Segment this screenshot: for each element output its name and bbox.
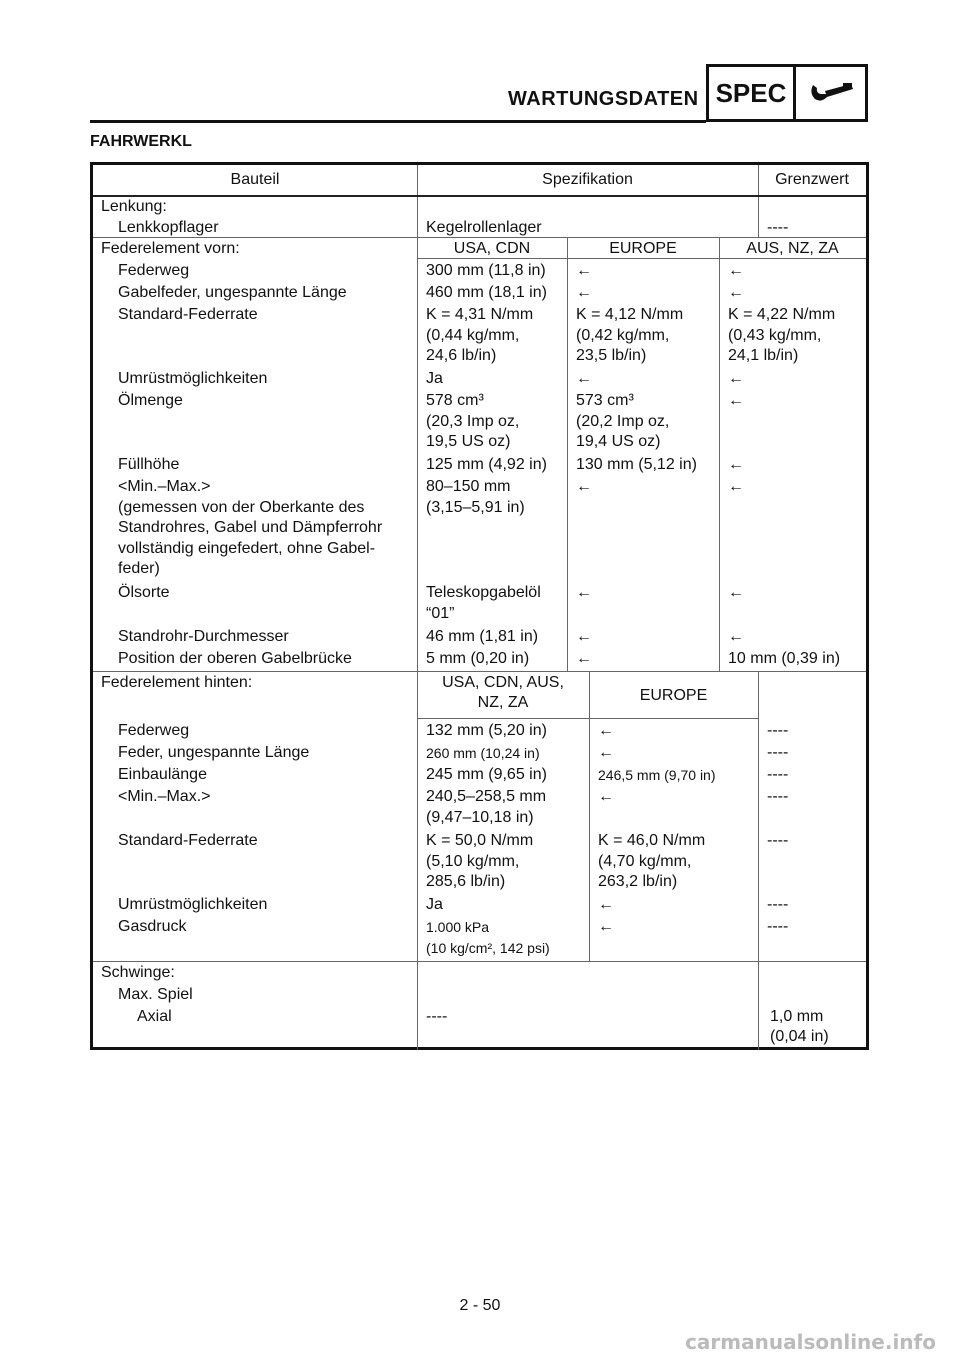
- page-number: 2 - 50: [459, 1297, 501, 1314]
- front-row-9-label-line-0: Position der oberen Gabelbrücke: [118, 650, 352, 667]
- rear-row-2-europe-line-0: 246,5 mm (9,70 in): [598, 767, 716, 783]
- rear-row-6-usa-aus-line-0: 1.000 kPa: [426, 919, 490, 935]
- front-row-9-usa-cdn-line-0: 5 mm (0,20 in): [426, 650, 530, 667]
- front-row-6-label-line-4: feder): [118, 560, 160, 577]
- rear-row-4-limit-line-0: ----: [767, 832, 789, 849]
- front-row-7-aus-nz-za-line-0: ←: [728, 584, 744, 601]
- front-row-4-usa-cdn-line-1: (20,3 Imp oz,: [426, 412, 520, 430]
- rear-market-usa-line2: NZ, ZA: [477, 694, 529, 711]
- front-row-6-label-line-0: <Min.–Max.>: [118, 478, 211, 495]
- swingarm-limit-line2: (0,04 in): [770, 1028, 829, 1045]
- page-header-title: WARTUNGSDATEN: [508, 88, 699, 110]
- front-row-2-europe-line-2: 23,5 lb/in): [576, 347, 647, 364]
- grid-vline-rear-limit: [758, 671, 759, 1050]
- section-title: FAHRWERKL: [90, 133, 192, 150]
- rear-row-1-label-line-0: Feder, ungespannte Länge: [118, 744, 310, 761]
- swingarm-label: Schwinge:: [101, 964, 175, 981]
- rear-row-6-europe-line-0: ←: [598, 918, 614, 935]
- front-row-0-aus-nz-za-line-0: ←: [728, 262, 744, 279]
- rear-row-4-label-line-0: Standard-Federrate: [118, 832, 258, 849]
- rear-row-6-limit-line-0: ----: [767, 918, 789, 935]
- rear-row-4-europe-line-1: (4,70 kg/mm,: [598, 852, 692, 870]
- grid-hline-rear-markets: [417, 718, 758, 719]
- rear-row-1-europe-line-0: ←: [598, 744, 614, 761]
- grid-hline-header: [93, 195, 866, 197]
- grid-hline-swingarm: [93, 961, 866, 962]
- front-row-4-europe-line-2: 19,4 US oz): [576, 433, 661, 450]
- rear-row-5-label-line-0: Umrüstmöglichkeiten: [118, 896, 268, 913]
- front-row-6-label-line-1: (gemessen von der Oberkante des: [118, 498, 365, 516]
- front-row-8-label-line-0: Standrohr-Durchmesser: [118, 628, 289, 645]
- front-row-2-aus-nz-za-line-0: K = 4,22 N/mm: [728, 306, 836, 323]
- front-row-3-europe-line-0: ←: [576, 370, 592, 387]
- steering-bearing-value: Kegelrollenlager: [426, 219, 542, 236]
- swingarm-axial-label: Axial: [137, 1008, 172, 1025]
- front-row-5-aus-nz-za-line-0: ←: [728, 456, 744, 473]
- front-row-8-usa-cdn-line-0: 46 mm (1,81 in): [426, 628, 539, 645]
- swingarm-play-label: Max. Spiel: [118, 986, 193, 1003]
- swingarm-limit-line1: 1,0 mm: [770, 1008, 824, 1025]
- front-row-7-usa-cdn-line-0: Teleskopgabelöl: [426, 584, 541, 601]
- front-row-6-label-line-2: Standrohres, Gabel und Dämpferrohr: [118, 519, 383, 536]
- rear-row-6-usa-aus-line-1: (10 kg/cm², 142 psi): [426, 939, 550, 956]
- rear-row-3-usa-aus-line-1: (9,47–10,18 in): [426, 808, 534, 826]
- front-row-7-usa-cdn-line-1: “01”: [426, 604, 455, 622]
- header-rule: [90, 120, 706, 123]
- front-row-2-europe-line-0: K = 4,12 N/mm: [576, 306, 684, 323]
- front-row-0-label-line-0: Federweg: [118, 262, 190, 279]
- swingarm-axial-value: ----: [426, 1008, 448, 1025]
- front-row-2-usa-cdn-line-0: K = 4,31 N/mm: [426, 306, 534, 323]
- front-row-7-label-line-0: Ölsorte: [118, 584, 170, 601]
- front-row-2-usa-cdn-line-2: 24,6 lb/in): [426, 347, 497, 364]
- front-row-1-usa-cdn-line-0: 460 mm (18,1 in): [426, 284, 547, 301]
- grid-vline-front-1: [567, 237, 568, 671]
- col-header-spec: Spezifikation: [542, 171, 633, 188]
- steering-limit: ----: [767, 219, 789, 236]
- front-row-9-europe-line-0: ←: [576, 650, 592, 667]
- front-row-4-europe-line-1: (20,2 Imp oz,: [576, 412, 670, 430]
- front-row-1-aus-nz-za-line-0: ←: [728, 284, 744, 301]
- front-row-3-label-line-0: Umrüstmöglichkeiten: [118, 370, 268, 387]
- front-row-6-aus-nz-za-line-0: ←: [728, 478, 744, 495]
- front-row-6-label-line-3: vollständig eingefedert, ohne Gabel-: [118, 539, 376, 557]
- rear-row-3-usa-aus-line-0: 240,5–258,5 mm: [426, 788, 547, 805]
- front-row-8-europe-line-0: ←: [576, 628, 592, 645]
- grid-vline-front-2: [719, 237, 720, 671]
- front-row-3-usa-cdn-line-0: Ja: [426, 370, 443, 387]
- rear-row-4-europe-line-0: K = 46,0 N/mm: [598, 832, 706, 849]
- front-row-4-usa-cdn-line-0: 578 cm³: [426, 392, 484, 409]
- front-suspension-label: Federelement vorn:: [101, 240, 240, 257]
- rear-row-3-label-line-0: <Min.–Max.>: [118, 788, 211, 805]
- rear-row-0-europe-line-0: ←: [598, 722, 614, 739]
- front-row-4-aus-nz-za-line-0: ←: [728, 392, 744, 409]
- front-row-1-europe-line-0: ←: [576, 284, 592, 301]
- spec-badge-label: SPEC: [709, 67, 796, 119]
- rear-row-0-limit-line-0: ----: [767, 722, 789, 739]
- steering-bearing-label: Lenkkopflager: [118, 219, 219, 236]
- steering-label: Lenkung:: [101, 198, 167, 215]
- rear-row-0-usa-aus-line-0: 132 mm (5,20 in): [426, 722, 547, 739]
- front-market-usa-cdn: USA, CDN: [453, 240, 531, 257]
- front-row-2-label-line-0: Standard-Federrate: [118, 306, 258, 323]
- front-market-europe: EUROPE: [609, 240, 677, 257]
- front-row-1-label-line-0: Gabelfeder, ungespannte Länge: [118, 284, 347, 301]
- front-row-6-europe-line-0: ←: [576, 478, 592, 495]
- front-row-2-usa-cdn-line-1: (0,44 kg/mm,: [426, 326, 520, 344]
- rear-row-1-limit-line-0: ----: [767, 744, 789, 761]
- front-row-2-aus-nz-za-line-2: 24,1 lb/in): [728, 347, 799, 364]
- front-row-2-aus-nz-za-line-1: (0,43 kg/mm,: [728, 326, 822, 344]
- rear-row-2-limit-line-0: ----: [767, 766, 789, 783]
- front-row-0-europe-line-0: ←: [576, 262, 592, 279]
- front-row-9-aus-nz-za-line-0: 10 mm (0,39 in): [728, 650, 841, 667]
- grid-vline-rear-1: [589, 671, 590, 961]
- rear-row-3-europe-line-0: ←: [598, 788, 614, 805]
- front-row-3-aus-nz-za-line-0: ←: [728, 370, 744, 387]
- rear-row-2-usa-aus-line-0: 245 mm (9,65 in): [426, 766, 547, 783]
- front-row-6-usa-cdn-line-1: (3,15–5,91 in): [426, 498, 525, 516]
- front-row-4-europe-line-0: 573 cm³: [576, 392, 634, 409]
- watermark: carmanualsonline.info: [685, 1330, 936, 1354]
- grid-vline-part: [417, 165, 418, 1050]
- rear-row-4-usa-aus-line-1: (5,10 kg/mm,: [426, 852, 520, 870]
- spec-badge: [706, 64, 868, 122]
- front-row-5-europe-line-0: 130 mm (5,12 in): [576, 456, 697, 473]
- col-header-limit: Grenzwert: [775, 171, 849, 188]
- wrench-icon-graphic: [805, 79, 857, 107]
- rear-row-4-usa-aus-line-2: 285,6 lb/in): [426, 873, 506, 890]
- rear-market-usa-line1: USA, CDN, AUS,: [442, 674, 564, 691]
- rear-row-4-europe-line-2: 263,2 lb/in): [598, 873, 678, 890]
- front-row-6-usa-cdn-line-0: 80–150 mm: [426, 478, 511, 495]
- rear-row-2-label-line-0: Einbaulänge: [118, 766, 207, 783]
- front-row-5-usa-cdn-line-0: 125 mm (4,92 in): [426, 456, 547, 473]
- rear-row-1-usa-aus-line-0: 260 mm (10,24 in): [426, 745, 540, 761]
- rear-row-5-limit-line-0: ----: [767, 896, 789, 913]
- rear-market-europe: EUROPE: [639, 687, 708, 704]
- front-row-2-europe-line-1: (0,42 kg/mm,: [576, 326, 670, 344]
- rear-suspension-label: Federelement hinten:: [101, 674, 253, 691]
- rear-row-4-usa-aus-line-0: K = 50,0 N/mm: [426, 832, 534, 849]
- wrench-icon: [796, 67, 865, 119]
- rear-row-0-label-line-0: Federweg: [118, 722, 190, 739]
- rear-row-6-label-line-0: Gasdruck: [118, 918, 187, 935]
- grid-hline-rear: [93, 671, 866, 672]
- rear-row-5-usa-aus-line-0: Ja: [426, 896, 443, 913]
- front-market-aus-nz-za: AUS, NZ, ZA: [746, 240, 839, 257]
- spec-table: [90, 162, 869, 1050]
- front-row-5-label-line-0: Füllhöhe: [118, 456, 180, 473]
- rear-row-5-europe-line-0: ←: [598, 896, 614, 913]
- front-row-7-europe-line-0: ←: [576, 584, 592, 601]
- col-header-part: Bauteil: [230, 171, 280, 188]
- rear-row-3-limit-line-0: ----: [767, 788, 789, 805]
- front-row-0-usa-cdn-line-0: 300 mm (11,8 in): [426, 262, 546, 279]
- front-row-4-label-line-0: Ölmenge: [118, 392, 183, 409]
- front-row-8-aus-nz-za-line-0: ←: [728, 628, 744, 645]
- front-row-4-usa-cdn-line-2: 19,5 US oz): [426, 433, 511, 450]
